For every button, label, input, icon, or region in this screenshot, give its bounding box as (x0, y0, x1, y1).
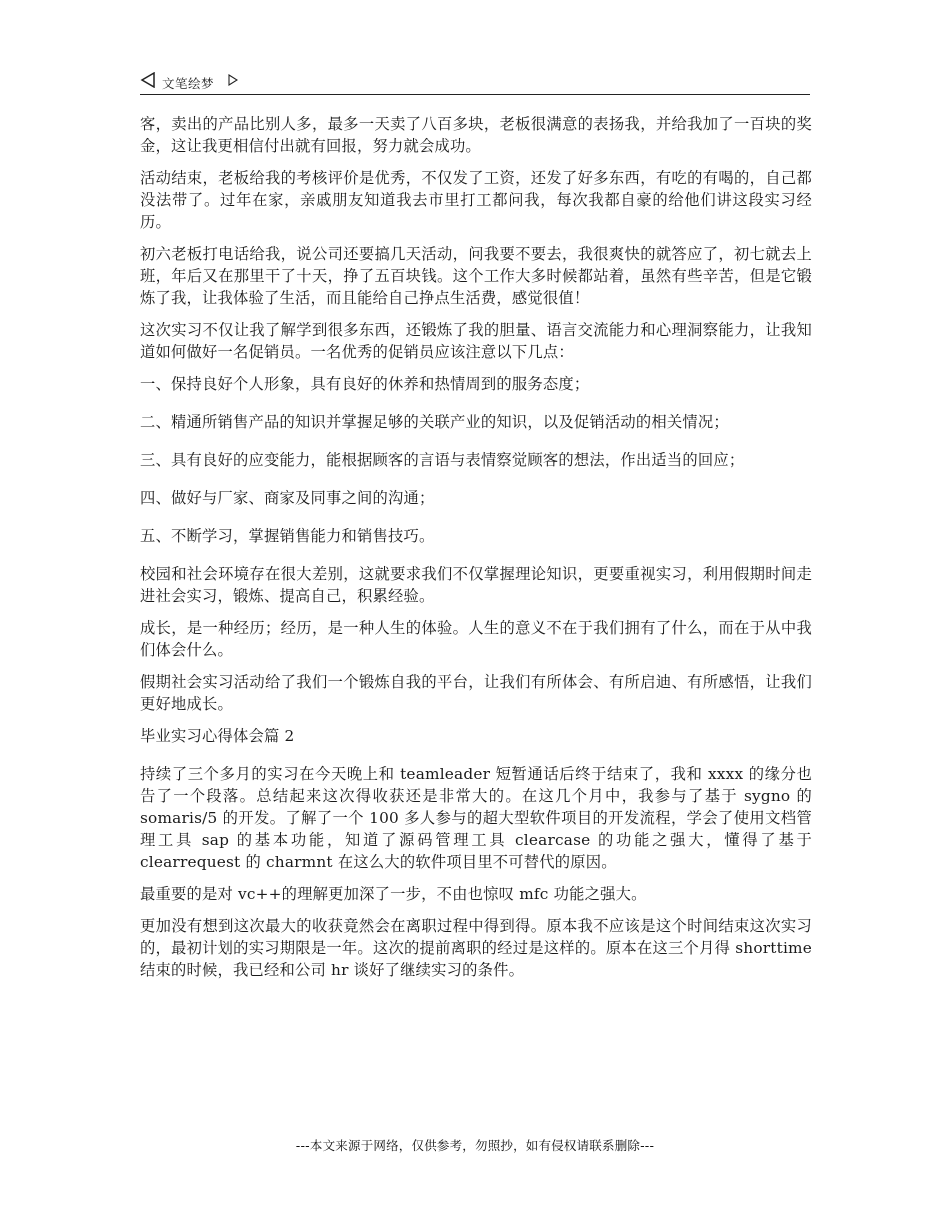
page-footer: ---本文来源于网络，仅供参考，勿照抄，如有侵权请联系删除--- (295, 1138, 655, 1153)
paragraph: 最重要的是对 vc++的理解更加深了一步，不由也惊叹 mfc 功能之强大。 (140, 885, 647, 903)
paragraph: 初六老板打电话给我，说公司还要搞几天活动，问我要不要去，我很爽快的就答应了，初七就去上班，年后又在那里干了十天，挣了五百块钱。这个工作大多时候都站着，虽然有些辛苦，但是它锻炼了我，让我体验了生活，而且能给自己挣点生活费，感觉很值！ (140, 245, 812, 307)
list-item: 五、不断学习，掌握销售能力和销售技巧。 (140, 527, 435, 545)
header-title: 文笔绘梦 (162, 76, 215, 91)
paragraph: 假期社会实习活动给了我们一个锻炼自我的平台，让我们有所体会、有所启迪、有所感悟，让我们更好地成长。 (140, 673, 812, 713)
paragraph: 成长，是一种经历；经历，是一种人生的体验。人生的意义不在于我们拥有了什么，而在于从中我们体会什么。 (140, 619, 812, 659)
paragraph: 持续了三个多月的实习在今天晚上和 teamleader 短暂通话后终于结束了，我和 xxxx 的缘分也告了一个段落。总结起来这次得收获还是非常大的。在这几个月中，我参与了基于 sygno 的 somaris/5 的开发。了解了一个 100 多人参与的超大型软件项目的开发流程，学会了使用文档管理工具 sap 的基本功能，知道了源码管理工具 clearcase 的功能之强大，懂得了基于 clearrequest 的 charmnt 在这么大的软件项目里不可替代的原因。 (140, 765, 812, 871)
paragraph: 更加没有想到这次最大的收获竟然会在离职过程中得到得。原本我不应该是这个时间结束这次实习的，最初计划的实习期限是一年。这次的提前离职的经过是这样的。原本在这三个月得 shorttime 结束的时候，我已经和公司 hr 谈好了继续实习的条件。 (140, 917, 812, 979)
section-heading: 毕业实习心得体会篇 2 (140, 727, 295, 745)
paragraph: 活动结束，老板给我的考核评价是优秀，不仅发了工资，还发了好多东西，有吃的有喝的，自己都没法带了。过年在家，亲戚朋友知道我去市里打工都问我，每次我都自豪的给他们讲这段实习经历。 (140, 169, 812, 231)
list-item: 四、做好与厂家、商家及同事之间的沟通； (140, 489, 435, 507)
triangle-right-outline-icon (228, 74, 238, 86)
paragraph: 校园和社会环境存在很大差别，这就要求我们不仅掌握理论知识，更要重视实习，利用假期时间走进社会实习，锻炼、提高自己，积累经验。 (140, 565, 812, 605)
document-body (140, 113, 812, 991)
paragraph: 客，卖出的产品比别人多，最多一天卖了八百多块，老板很满意的表扬我，并给我加了一百块的奖金，这让我更相信付出就有回报，努力就会成功。 (140, 115, 812, 155)
triangle-left-outline-icon (140, 72, 156, 88)
paragraph: 这次实习不仅让我了解学到很多东西，还锻炼了我的胆量、语言交流能力和心理洞察能力，让我知道如何做好一名促销员。一名优秀的促销员应该注意以下几点： (140, 321, 812, 361)
list-item: 三、具有良好的应变能力，能根据顾客的言语与表情察觉顾客的想法，作出适当的回应； (140, 451, 745, 469)
page-header (140, 70, 810, 95)
list-item: 二、精通所销售产品的知识并掌握足够的关联产业的知识，以及促销活动的相关情况； (140, 413, 729, 431)
list-item: 一、保持良好个人形象，具有良好的休养和热情周到的服务态度； (140, 375, 590, 393)
